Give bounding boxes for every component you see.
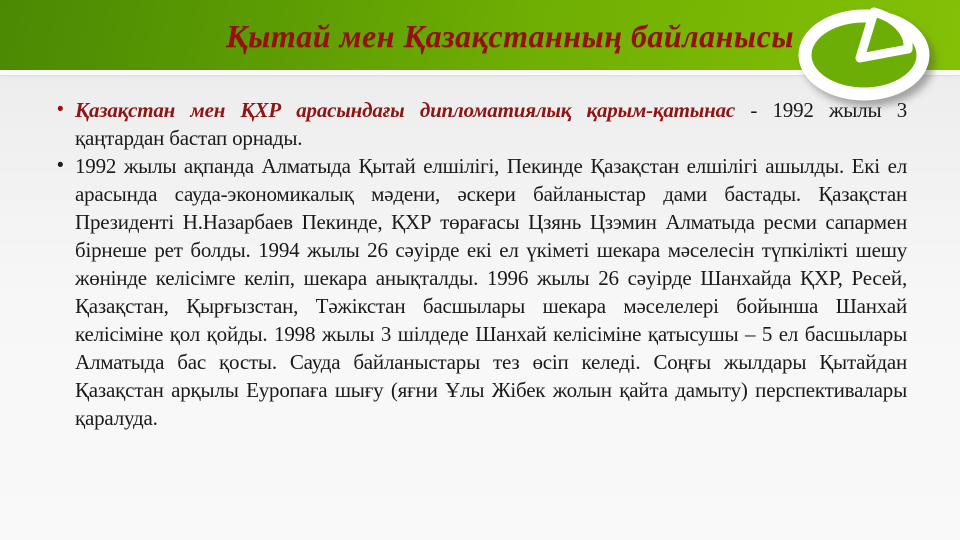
bullet-paragraph (75, 96, 907, 152)
bullet-icon: • (57, 155, 64, 176)
list-item (57, 96, 907, 152)
bullet-lead-text: Қазақстан мен ҚХР арасындағы дипломатиялық қарым-қатынас (75, 98, 736, 122)
list-item (57, 152, 907, 432)
bullet-paragraph (75, 152, 907, 432)
bullet-rest-text: 1992 жылы ақпанда Алматыда Қытай елшілігі, Пекинде Қазақстан елшілігі ашылды. Екі ел арасында сауда-экономикалық мәдени, әскери байланыстар дами бастады. Қазақстан Президенті Н.Назарбаев Пекинде, ҚХР төрағасы Цзянь Цзэмин Алматыда ресми сапармен бірнеше рет болды. 1994 жылы 26 сәуірде екі ел үкіметі шекара мәселесін түпкілікті шешу жөнінде келісімге келіп, шекара анықталды. 1996 жылы 26 сәуірде Шанхайда ҚХР, Ресей, Қазақстан, Қырғызстан, Тәжікстан басшылары шекара мәселелері бойынша Шанхай келісіміне қол қойды. 1998 жылы 3 шілдеде Шанхай келісіміне қатысушы – 5 ел басшылары Алматыда бас қосты. Сауда байланыстары тез өсіп келеді. Соңғы жылдары Қытайдан Қазақстан арқылы Еуропаға шығу (яғни Ұлы Жібек жолын қайта дамыту) перспективалары қаралуда. (75, 154, 907, 430)
pie-chart-icon (790, 2, 950, 112)
slide-body (57, 96, 907, 432)
bullet-rest-text: - 1992 жылы 3 қаңтардан бастап орнады. (75, 98, 907, 150)
slide-title: Қытай мен Қазақстанның байланысы (225, 18, 795, 54)
bullet-icon: • (57, 99, 64, 120)
